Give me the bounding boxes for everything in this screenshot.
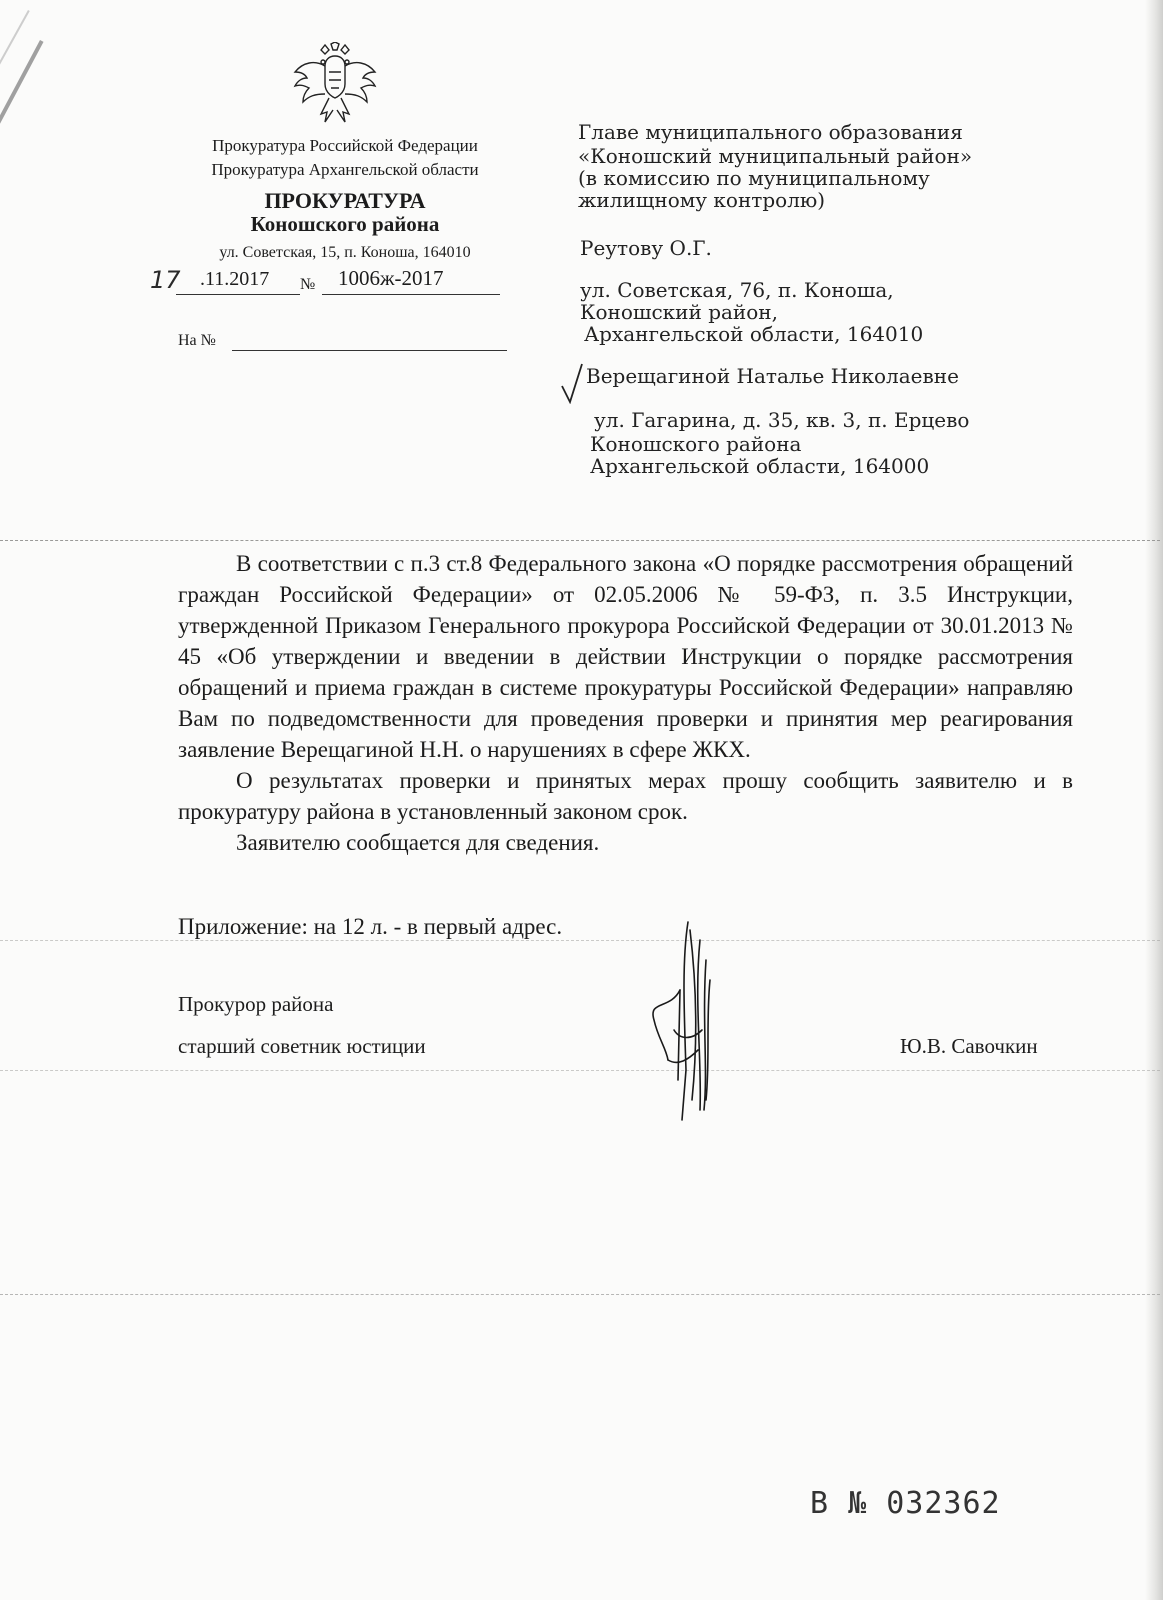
- body-paragraph: Заявителю сообщается для сведения.: [236, 830, 600, 855]
- addressee-address: Архангельской области, 164010: [584, 322, 924, 346]
- coat-of-arms-icon: [293, 42, 377, 134]
- body-paragraph: О результатах проверки и принятых мерах прошу сообщить заявителю и в прокуратуру района в установленный законом срок.: [178, 768, 1073, 824]
- applicant-name: Верещагиной Наталье Николаевне: [586, 364, 959, 388]
- scan-line: [0, 540, 1160, 541]
- fold-mark: [0, 40, 44, 466]
- reference-date: .11.2017: [200, 268, 270, 290]
- handwritten-day: 17: [150, 266, 181, 294]
- addressee-line: Главе муниципального образования: [578, 120, 963, 144]
- signatory-position: Прокурор района: [178, 992, 334, 1016]
- signatory-name: Ю.В. Савочкин: [900, 1034, 1038, 1058]
- form-serial-number: В № 032362: [810, 1486, 1001, 1521]
- org-line-federal: Прокуратура Российской Федерации: [212, 136, 478, 155]
- reference-number: 1006ж-2017: [338, 266, 444, 290]
- scan-line: [0, 1294, 1160, 1295]
- org-subtitle: Коношского района: [250, 212, 440, 236]
- letter-body: [178, 548, 1073, 858]
- handwritten-signature: [640, 920, 730, 1150]
- org-line-regional: Прокуратура Архангельской области: [211, 160, 479, 179]
- fold-mark: [0, 10, 30, 466]
- org-title: ПРОКУРАТУРА: [264, 188, 426, 213]
- applicant-address: ул. Гагарина, д. 35, кв. 3, п. Ерцево: [594, 408, 970, 432]
- org-address: ул. Советская, 15, п. Коноша, 164010: [219, 244, 471, 261]
- date-underline: [176, 294, 300, 295]
- number-label: №: [300, 276, 316, 293]
- addressee-address: Коношский район,: [580, 300, 778, 324]
- signatory-rank: старший советник юстиции: [178, 1034, 426, 1058]
- body-paragraph: В соответствии с п.3 ст.8 Федерального закона «О порядке рассмотрения обращений граждан Российской Федерации» от 02.05.2006 № 59-ФЗ, п. 3.5 Инструкции, утвержденной Приказом Генерального прокурора Российской Федерации от 30.01.2013 № 45 «Об утверждении и введении в действии Инструкции о порядке рассмотрения обращений и приема граждан в системе прокуратуры Российской Федерации» направляю Вам по подведомственности для проведения проверки и принятия мер реагирования заявление Верещагиной Н.Н. о нарушениях в сфере ЖКХ.: [178, 551, 1073, 762]
- addressee-address: ул. Советская, 76, п. Коноша,: [580, 278, 894, 302]
- addressee-name: Реутову О.Г.: [580, 236, 712, 260]
- checkmark-icon: [560, 362, 584, 404]
- addressee-line: жилищному контролю): [578, 188, 826, 212]
- attachment-note: Приложение: на 12 л. - в первый адрес.: [178, 914, 563, 939]
- reference-row: [150, 268, 510, 298]
- applicant-address: Коношского района: [590, 432, 802, 456]
- scan-edge: [1145, 0, 1163, 1600]
- addressee-line: (в комиссию по муниципальному: [578, 166, 930, 190]
- na-underline: [232, 350, 507, 351]
- scan-line: [0, 1070, 1160, 1071]
- na-label: На №: [178, 332, 216, 349]
- applicant-address: Архангельской области, 164000: [590, 454, 930, 478]
- number-underline: [322, 294, 500, 295]
- scan-line: [0, 940, 1160, 941]
- addressee-line: «Коношский муниципальный район»: [578, 144, 973, 168]
